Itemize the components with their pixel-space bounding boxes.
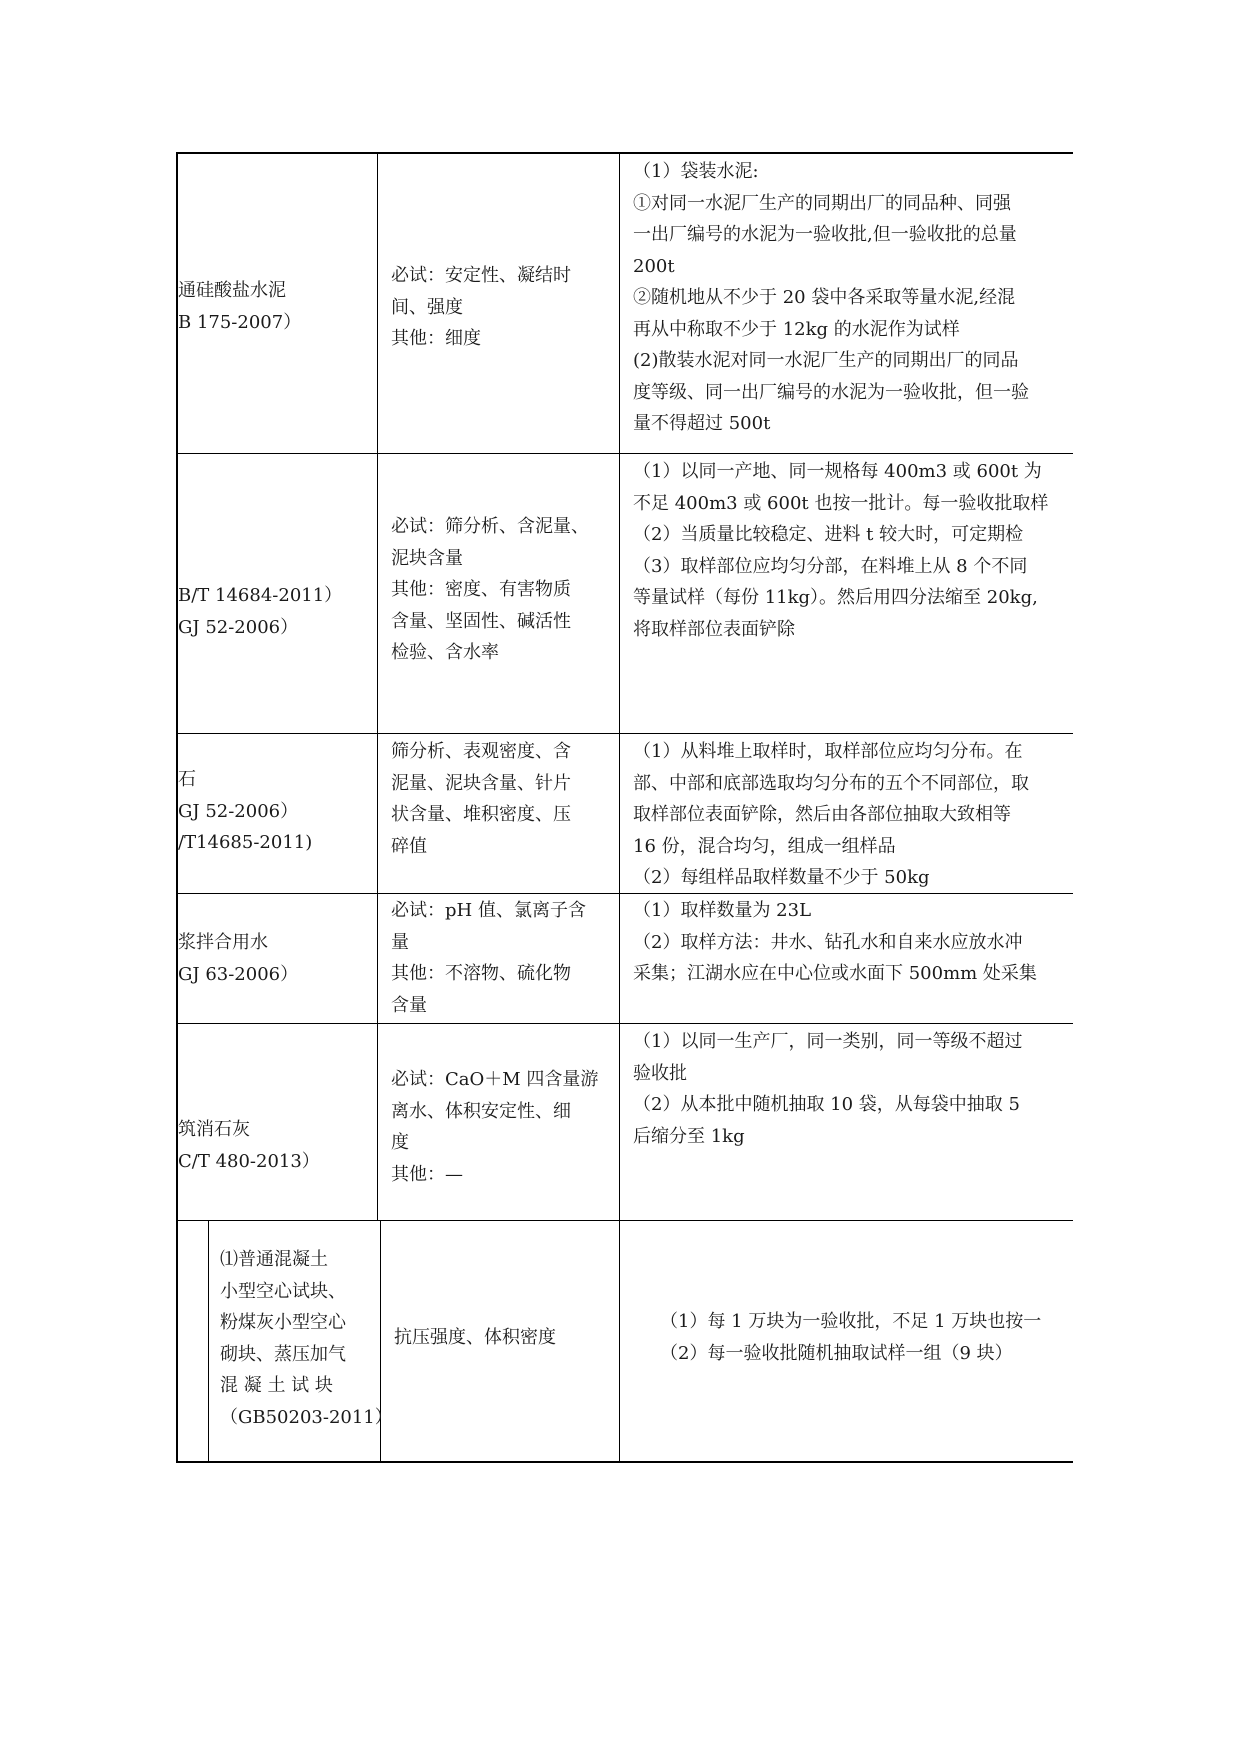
material-name-line: ⑴普通混凝土	[220, 1249, 328, 1270]
sampling-line: （1）以同一产地、同一规格每 400m3 或 600t 为	[633, 461, 1042, 482]
sampling-line: 再从中称取不少于 12kg 的水泥作为试样	[633, 318, 960, 340]
test-item-line: 其他：—	[391, 1163, 463, 1185]
sampling-line: 部、中部和底部选取均匀分布的五个不同部位，取	[633, 772, 1029, 794]
material-name-line: 粉煤灰小型空心	[220, 1312, 346, 1333]
material-name-line: 浆拌合用水	[178, 932, 268, 953]
material-name-line: B/T 14684-2011）	[178, 585, 343, 606]
test-item-line: 碎值	[391, 835, 427, 857]
sampling-line: 取样部位表面铲除，然后由各部位抽取大致相等	[633, 804, 1011, 825]
sampling-line: ①对同一水泥厂生产的同期出厂的同品种、同强	[633, 192, 1011, 214]
test-item-line: 含量	[391, 994, 427, 1016]
row6-sampling-rules	[660, 1306, 1041, 1369]
sampling-line: 后缩分至 1kg	[633, 1125, 745, 1147]
row5-material-name	[178, 1114, 320, 1177]
sampling-line: （1）袋装水泥:	[633, 161, 759, 182]
row2-sampling-rules	[633, 456, 1048, 645]
sampling-line: 量不得超过 500t	[633, 413, 771, 434]
test-item-line: 状含量、堆积密度、压	[391, 804, 571, 825]
material-name-line: 砌块、蒸压加气	[220, 1343, 346, 1365]
row3-sampling-rules	[633, 736, 1029, 894]
row1-test-items	[391, 260, 571, 355]
test-item-line: 必试：CaO＋M 四含量游	[391, 1069, 599, 1090]
material-name-line: GJ 52-2006）	[178, 800, 299, 822]
col-divider-1	[377, 154, 378, 1220]
sampling-line: 16 份，混合均匀，组成一组样品	[633, 835, 896, 857]
row1-sampling-rules	[633, 156, 1029, 440]
sampling-line: （1）每 1 万块为一验收批，不足 1 万块也按一	[660, 1311, 1042, 1332]
material-name-line: 混 凝 土 试 块	[220, 1375, 333, 1396]
test-item-line: 度	[391, 1132, 409, 1153]
sampling-line: 不足 400m3 或 600t 也按一批计。每一验收批取样	[633, 492, 1049, 514]
test-item-line: 含量、坚固性、碱活性	[391, 610, 571, 632]
material-name-line: 石	[178, 769, 196, 790]
row6-test-items	[394, 1322, 556, 1354]
row3-material-name	[178, 764, 312, 859]
sampling-line: （1）以同一生产厂，同一类别，同一等级不超过	[633, 1031, 1023, 1052]
row-divider-5	[178, 1220, 1073, 1221]
row-divider-4	[178, 1023, 1073, 1024]
material-name-line: 筑消石灰	[178, 1119, 250, 1140]
sampling-line: ②随机地从不少于 20 袋中各采取等量水泥,经混	[633, 287, 1016, 308]
test-item-line: 量	[391, 931, 409, 953]
test-item-line: 筛分析、表观密度、含	[391, 741, 571, 762]
row2-test-items	[391, 511, 589, 669]
row1-material-name	[178, 275, 301, 338]
test-item-line: 泥块含量	[391, 547, 463, 569]
test-item-line: 离水、体积安定性、细	[391, 1100, 571, 1122]
sampling-line: （3）取样部位应均匀分部，在料堆上从 8 个不同	[633, 555, 1028, 577]
row6-material-name	[220, 1244, 393, 1433]
materials-sampling-table	[176, 152, 1073, 1463]
test-item-line: 泥量、泥块含量、针片	[391, 772, 571, 794]
test-item-line: 抗压强度、体积密度	[394, 1327, 556, 1348]
sampling-line: （1）从料堆上取样时，取样部位应均匀分布。在	[633, 741, 1023, 762]
row4-sampling-rules	[633, 895, 1037, 990]
sampling-line: 验收批	[633, 1062, 687, 1084]
sampling-line: 200t	[633, 255, 675, 277]
row3-test-items	[391, 736, 571, 862]
material-name-line: C/T 480-2013）	[178, 1150, 320, 1172]
sampling-line: （1）取样数量为 23L	[633, 900, 812, 921]
sampling-line: （2）取样方法：井水、钻孔水和自来水应放水冲	[633, 931, 1023, 953]
row-divider-1	[178, 453, 1073, 454]
material-name-line: 小型空心试块、	[220, 1280, 346, 1302]
material-name-line: B 175-2007）	[178, 311, 302, 333]
row4-test-items	[391, 895, 586, 1021]
test-item-line: 其他：细度	[391, 328, 481, 349]
sampling-line: （2）从本批中随机抽取 10 袋，从每袋中抽取 5	[633, 1094, 1020, 1115]
test-item-line: 必试：pH 值、氯离子含	[391, 900, 586, 921]
sampling-line: （2）当质量比较稳定、进料 t 较大时，可定期检	[633, 524, 1024, 545]
sampling-line: 度等级、同一出厂编号的水泥为一验收批，但一验	[633, 381, 1029, 403]
row-divider-2	[178, 733, 1073, 734]
row4-material-name	[178, 927, 298, 990]
test-item-line: 其他：密度、有害物质	[391, 579, 571, 600]
material-name-line: /T14685-2011)	[178, 832, 313, 853]
sampling-line: 等量试样（每份 11kg）。然后用四分法缩至 20kg,	[633, 587, 1038, 608]
material-name-line: 通硅酸盐水泥	[178, 280, 286, 301]
sampling-line: (2)散装水泥对同一水泥厂生产的同期出厂的同品	[633, 350, 1019, 371]
sampling-line: 一出厂编号的水泥为一验收批,但一验收批的总量	[633, 224, 1017, 245]
sampling-line: （2）每一验收批随机抽取试样一组（9 块）	[660, 1342, 1013, 1364]
test-item-line: 其他：不溶物、硫化物	[391, 963, 571, 984]
row2-material-name	[178, 580, 342, 643]
sub-col-divider	[208, 1220, 209, 1463]
sampling-line: 采集；江湖水应在中心位或水面下 500mm 处采集	[633, 963, 1037, 984]
material-name-line: GJ 63-2006）	[178, 963, 299, 985]
material-name-line: （GB50203-2011）	[220, 1406, 393, 1428]
test-item-line: 必试：安定性、凝结时	[391, 265, 571, 286]
row5-test-items	[391, 1064, 598, 1190]
col-divider-2	[619, 154, 620, 1463]
material-name-line: GJ 52-2006）	[178, 616, 299, 638]
test-item-line: 必试：筛分析、含泥量、	[391, 516, 589, 537]
row5-sampling-rules	[633, 1026, 1022, 1152]
test-item-line: 间、强度	[391, 296, 463, 318]
sampling-line: （2）每组样品取样数量不少于 50kg	[633, 867, 930, 888]
test-item-line: 检验、含水率	[391, 642, 499, 663]
sampling-line: 将取样部位表面铲除	[633, 618, 795, 640]
